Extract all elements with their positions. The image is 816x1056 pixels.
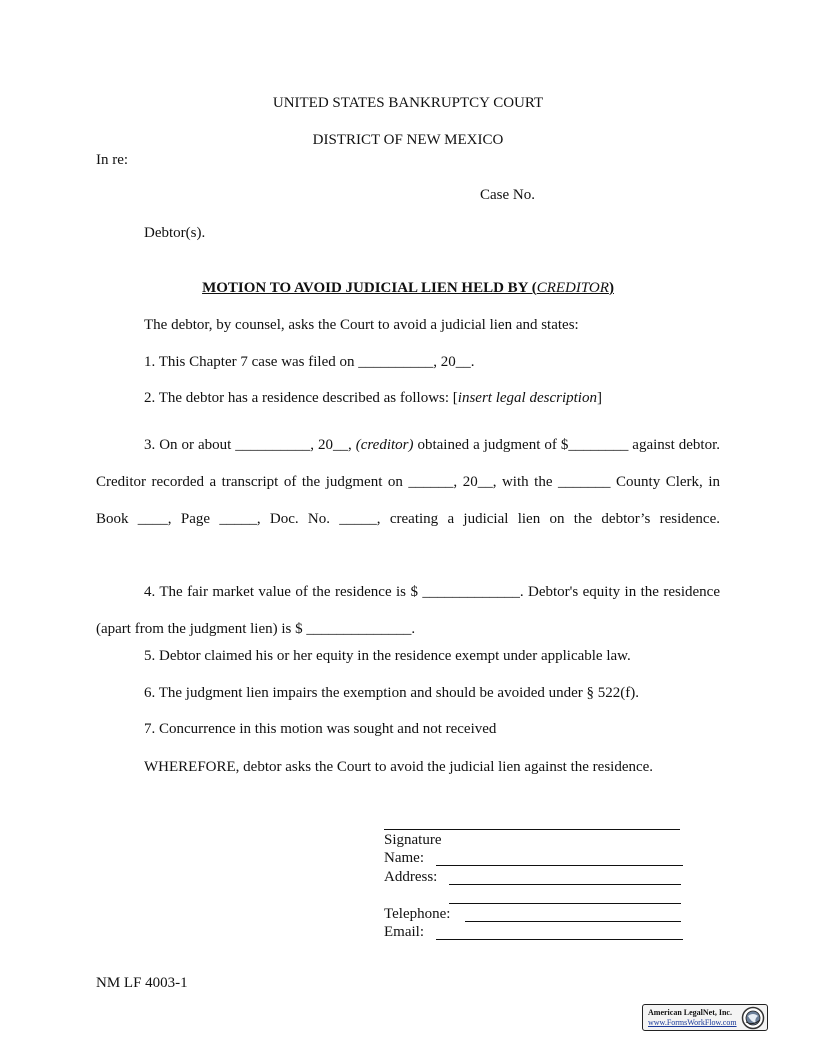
motion-title-prefix: MOTION TO AVOID JUDICIAL LIEN HELD BY ( — [202, 280, 537, 296]
wherefore-paragraph: WHEREFORE, debtor asks the Court to avoid the judicial lien against the residence. — [144, 759, 654, 775]
court-name: UNITED STATES BANKRUPTCY COURT — [272, 95, 544, 111]
item-2-close: ] — [596, 390, 602, 406]
motion-title — [0, 280, 816, 297]
signature-label: Signature — [384, 832, 442, 848]
item-2-text: 2. The debtor has a residence described as follows: [ — [144, 390, 458, 406]
item-3-creditor: (creditor) — [355, 437, 414, 453]
address-label: Address: — [384, 869, 438, 885]
form-id: NM LF 4003-1 — [96, 975, 188, 991]
item-3-text-b: obtained a judgment of $________ against debtor. Creditor recorded a transcript of the judgment on ______, 20__, with the _______ County Clerk, in Book ____, Page _____, Doc. No. _____, creating a judicial lien on the debtor’s residence. — [96, 437, 720, 527]
debtors-label: Debtor(s). — [144, 225, 206, 241]
item-5: 5. Debtor claimed his or her equity in the residence exempt under applicable law. — [144, 648, 631, 664]
publisher-website[interactable]: www.FormsWorkFlow.com — [648, 1018, 737, 1027]
publisher-badge[interactable] — [642, 1004, 768, 1031]
motion-title-creditor: CREDITOR — [536, 280, 609, 296]
address-field-line-1[interactable] — [449, 884, 681, 885]
telephone-field[interactable] — [465, 921, 681, 922]
item-7: 7. Concurrence in this motion was sought and not received — [144, 721, 497, 737]
motion-title-suffix: ) — [608, 280, 614, 296]
intro-paragraph: The debtor, by counsel, asks the Court to avoid a judicial lien and states: — [144, 317, 579, 333]
item-2-legal-description: insert legal description — [457, 390, 597, 406]
address-field-line-2[interactable] — [449, 903, 681, 904]
email-label: Email: — [384, 924, 424, 940]
in-re-label: In re: — [96, 152, 129, 168]
item-3 — [96, 427, 720, 538]
item-3-text-a: 3. On or about __________, 20__, — [144, 437, 356, 453]
case-number-label: Case No. — [480, 187, 535, 203]
item-2 — [144, 390, 602, 407]
email-field[interactable] — [436, 939, 683, 940]
telephone-label: Telephone: — [384, 906, 451, 922]
globe-logo-icon — [741, 1006, 765, 1035]
item-6: 6. The judgment lien impairs the exemption and should be avoided under § 522(f). — [144, 685, 640, 701]
name-field[interactable] — [436, 865, 683, 866]
signature-line[interactable] — [384, 829, 680, 830]
publisher-name: American LegalNet, Inc. — [648, 1008, 732, 1017]
name-label: Name: — [384, 850, 424, 866]
item-1: 1. This Chapter 7 case was filed on __________, 20__. — [144, 354, 475, 370]
item-4: 4. The fair market value of the residence is $ _____________. Debtor's equity in the residence (apart from the judgment lien) is $ ______________. — [96, 584, 720, 637]
district-name: DISTRICT OF NEW MEXICO — [312, 132, 504, 148]
